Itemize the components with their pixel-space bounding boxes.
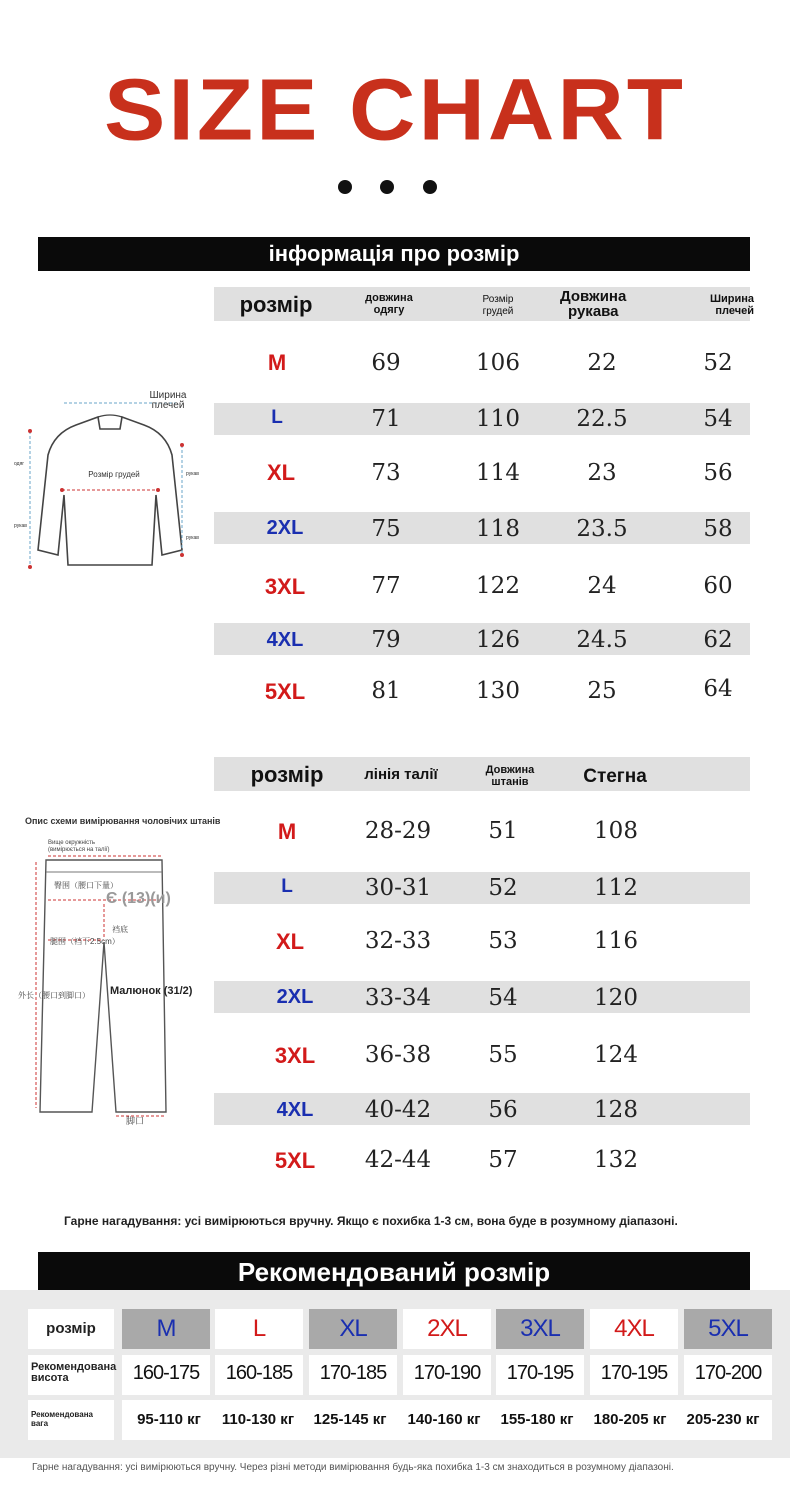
size-cell: L (281, 876, 293, 897)
size-cell: 3XL (274, 1043, 316, 1068)
shoulder-cell: 58 (703, 516, 733, 542)
header-sleeve: Довжина рукава (560, 288, 627, 320)
dot-icon (423, 180, 437, 194)
size-cell: 2XL (276, 986, 314, 1008)
footer-note: Гарне нагадування: усі вимірюються вручну. Через різні методи вимірювання будь-яка похибка 1-3 см знаходиться в розумному діапазоні. (32, 1462, 674, 1473)
length-cell: 51 (488, 818, 518, 844)
measurement-note: Гарне нагадування: усі вимірюються вручну. Якщо є похибка 1-3 см, вона буде в розумному діапазоні. (64, 1214, 678, 1228)
size-info-banner: інформація про розмір (38, 237, 750, 271)
size-cell: 4XL (276, 1099, 314, 1121)
sleeve-cell: 25 (587, 678, 617, 704)
chest-cell: 106 (476, 350, 520, 376)
overlay-label: Є (13)(и) (106, 890, 171, 907)
outseam-label: 外长（腰口到脚口） (18, 991, 90, 1000)
pants-diagram (0, 812, 250, 1132)
length-cell: 56 (488, 1097, 518, 1123)
sleeve-label: рукав (14, 523, 27, 529)
size-cell: 5XL (264, 679, 306, 704)
overlay-label: Малюнок (31/2) (110, 985, 193, 997)
shoulder-label: Ширина плечей (149, 390, 187, 411)
height-value: 160-185 (225, 1362, 293, 1384)
label-weight: Рекомендована вага (31, 1410, 93, 1428)
header-length: довжина одягу (365, 292, 413, 316)
height-value: 170-185 (319, 1362, 387, 1384)
chest-label: Розмір грудей (88, 470, 140, 479)
size-cell: L (271, 407, 283, 428)
chest-cell: 114 (476, 460, 520, 486)
header-chest: Розмір грудей (482, 294, 514, 317)
sleeve-cell: 22.5 (576, 406, 628, 432)
jacket-diagram (10, 385, 210, 575)
hip-cell: 124 (594, 1042, 638, 1068)
size-cell: 3XL (264, 574, 306, 599)
sleeve-cell: 22 (587, 350, 617, 376)
jacket-outline-icon (10, 385, 210, 575)
shoulder-cell: 62 (703, 627, 733, 653)
dot-icon (338, 180, 352, 194)
size-cell: XL (275, 929, 305, 954)
shoulder-cell: 60 (703, 573, 733, 599)
weight-value: 155-180 кг (500, 1411, 574, 1428)
weight-value: 110-130 кг (221, 1411, 295, 1428)
pants-outline-icon (0, 812, 250, 1132)
length-cell: 79 (371, 627, 401, 653)
size-cell: XL (266, 460, 296, 485)
sleeve-cell: 24 (587, 573, 617, 599)
weight-value: 180-205 кг (593, 1411, 667, 1428)
label-height: Рекомендована висота (31, 1361, 117, 1384)
weight-value: 205-230 кг (686, 1411, 760, 1428)
length-cell: 55 (488, 1042, 518, 1068)
size-label: 3XL (520, 1315, 560, 1342)
chest-cell: 130 (476, 678, 520, 704)
pants-diagram-caption: Опис схеми вимірювання чоловічих штанів (25, 816, 221, 826)
sleeve-cell: 23 (587, 460, 617, 486)
chest-cell: 122 (476, 573, 520, 599)
chest-cell: 126 (476, 627, 520, 653)
length-cell: 75 (371, 516, 401, 542)
sleeve-cell: 23.5 (576, 516, 628, 542)
header-size: розмір (250, 762, 324, 787)
size-label: 4XL (614, 1315, 654, 1342)
weight-value: 125-145 кг (313, 1411, 387, 1428)
length-cell: 53 (488, 928, 518, 954)
size-label: 2XL (427, 1315, 467, 1342)
length-cell: 77 (371, 573, 401, 599)
length-cell: 69 (371, 350, 401, 376)
label-size: розмір (46, 1320, 96, 1337)
hip-cell: 108 (594, 818, 638, 844)
header-waist: лінія талії (364, 766, 438, 783)
waist-cell: 36-38 (364, 1042, 432, 1068)
chest-cell: 118 (476, 516, 520, 542)
height-value: 170-200 (694, 1362, 762, 1384)
header-size: розмір (239, 292, 313, 317)
height-value: 170-190 (413, 1362, 481, 1384)
shoulder-cell: 56 (703, 460, 733, 486)
hem-label: 脚口 (126, 1116, 145, 1126)
sleeve-cell: 24.5 (576, 627, 628, 653)
page-title: SIZE CHART (104, 61, 686, 159)
header-shoulder: Ширина плечей (709, 293, 754, 317)
size-label: M (156, 1315, 176, 1342)
header-hip: Стегна (583, 766, 647, 787)
length-cell: 81 (371, 678, 401, 704)
size-cell: M (267, 350, 287, 375)
height-value: 160-175 (132, 1362, 200, 1384)
length-cell: 54 (488, 985, 518, 1011)
waist-cell: 33-34 (364, 985, 432, 1011)
weight-value: 140-160 кг (407, 1411, 481, 1428)
height-value: 170-195 (506, 1362, 574, 1384)
hip-cell: 116 (594, 928, 638, 954)
size-cell: 5XL (274, 1148, 316, 1173)
weight-value: 95-110 кг (137, 1411, 201, 1428)
sleeve-label: рукав (186, 535, 199, 541)
length-label: одяг (14, 461, 25, 467)
header-pants-length: Довжина штанів (485, 764, 535, 788)
shoulder-cell: 54 (703, 406, 733, 432)
thigh-label: 腿围（裆下2.5cm） (50, 937, 120, 946)
hip-cell: 128 (594, 1097, 638, 1123)
shoulder-cell: 64 (703, 676, 733, 702)
hip-cell: 132 (594, 1147, 638, 1173)
length-cell: 52 (488, 875, 518, 901)
size-cell: 4XL (266, 629, 304, 651)
waist-cell: 28-29 (364, 818, 432, 844)
hip-cell: 112 (594, 875, 638, 901)
length-cell: 57 (488, 1147, 518, 1173)
shoulder-cell: 52 (703, 350, 733, 376)
length-cell: 73 (371, 460, 401, 486)
height-value: 170-195 (600, 1362, 668, 1384)
recommend-banner: Рекомендований розмір (38, 1252, 750, 1290)
crotch-label: 裆底 (112, 925, 128, 934)
size-label: 5XL (708, 1315, 748, 1342)
dot-icon (380, 180, 394, 194)
hip-label: 臀围（腰口下量） (54, 881, 118, 890)
sleeve-label: рукав (186, 471, 199, 477)
size-cell: M (277, 819, 297, 844)
chest-cell: 110 (476, 406, 520, 432)
hip-cell: 120 (594, 985, 638, 1011)
length-cell: 71 (371, 406, 401, 432)
waist-label: Вище окружність (вимірюється на талії) (48, 840, 110, 853)
size-label: L (252, 1315, 266, 1342)
waist-cell: 30-31 (364, 875, 432, 901)
size-label: XL (339, 1315, 367, 1342)
size-cell: 2XL (266, 517, 304, 539)
waist-cell: 32-33 (364, 928, 432, 954)
waist-cell: 42-44 (364, 1147, 432, 1173)
waist-cell: 40-42 (364, 1097, 432, 1123)
